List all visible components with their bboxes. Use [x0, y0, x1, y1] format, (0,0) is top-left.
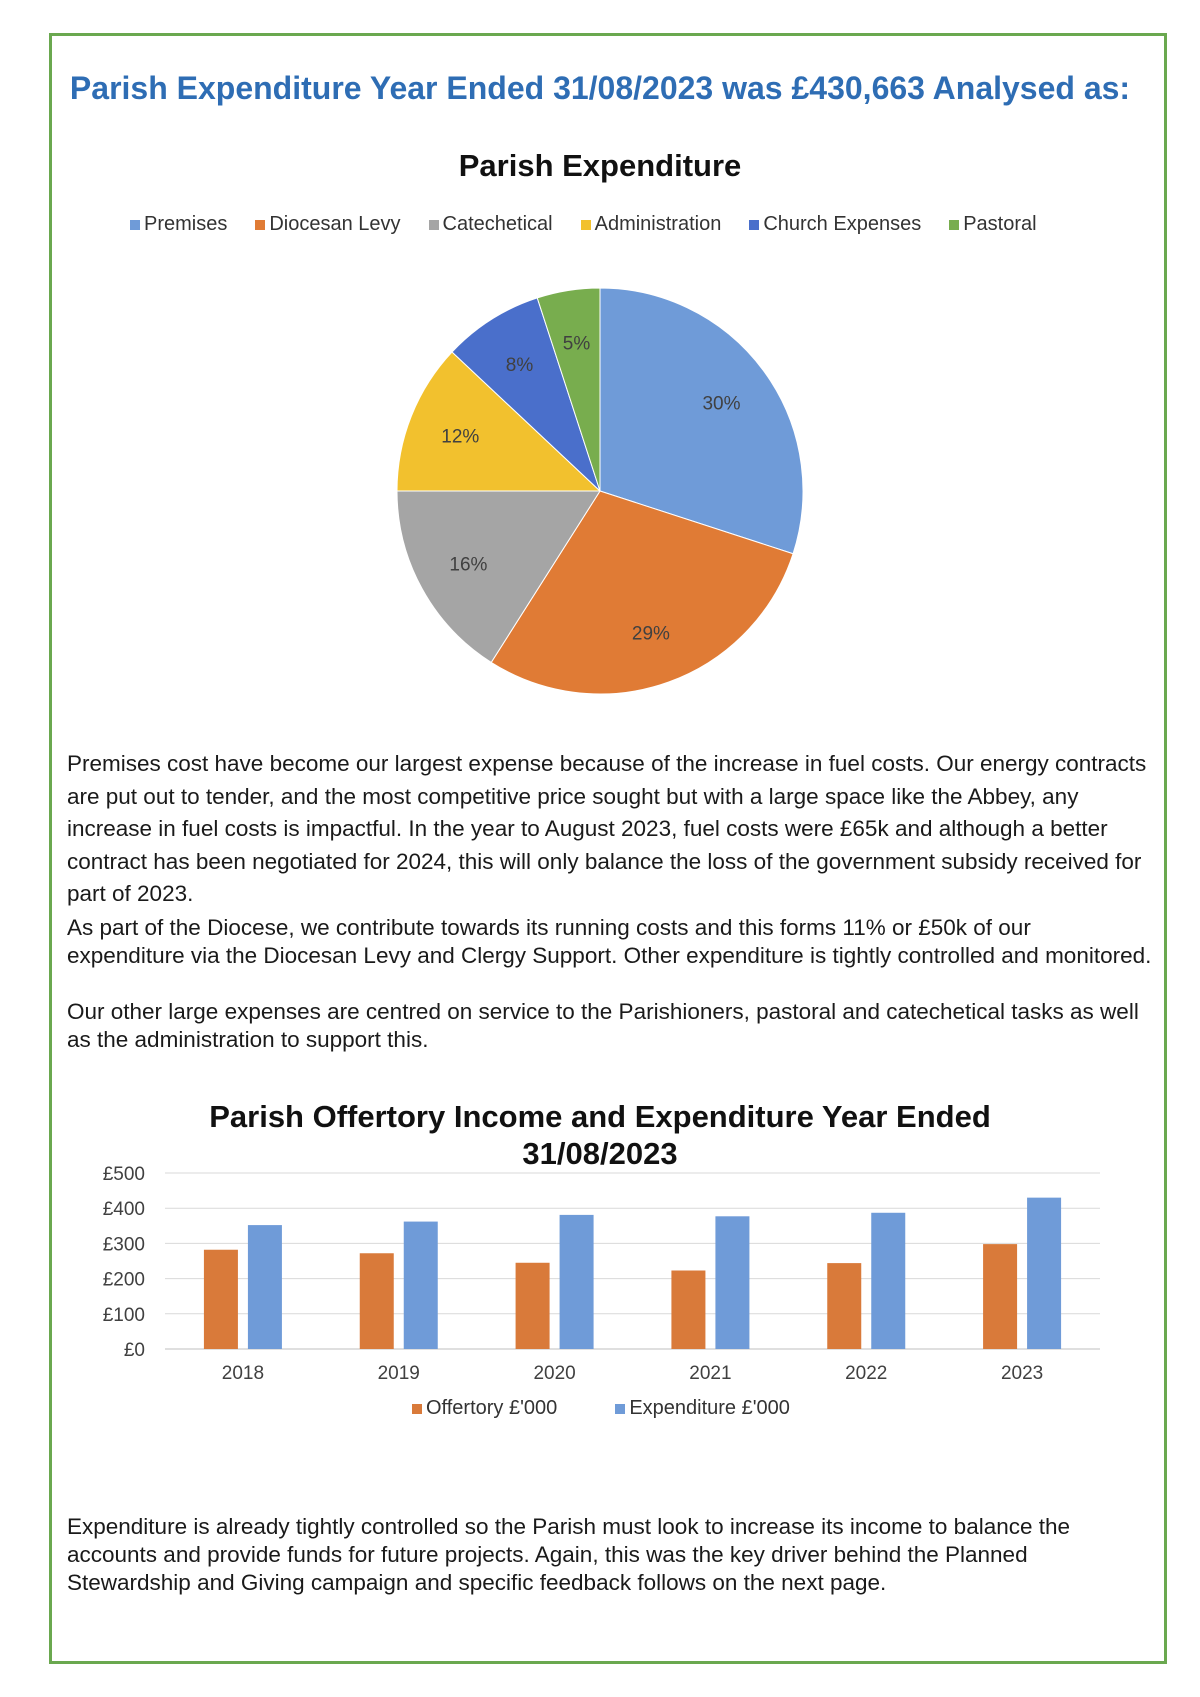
legend-label: Pastoral [963, 213, 1037, 235]
pie-data-label: 30% [702, 393, 741, 415]
legend-label: Expenditure £'000 [629, 1397, 790, 1419]
expenditure-bar [560, 1215, 594, 1349]
legend-swatch [429, 220, 439, 230]
premises-paragraph: Premises cost have become our largest expense because of the increase in fuel costs. Our energy contracts are put out to tender, and the most competitive price sought but with a large space like the Abbey, any increase in fuel costs is impactful. In the year to August 2023, fuel costs were £65k and although a better contract has been negotiated for 2024, this will only balance the loss of the government subsidy received for part of 2023. [67, 751, 1147, 906]
legend-swatch [130, 220, 140, 230]
expenditure-bar [1027, 1198, 1061, 1349]
bar-legend [412, 1397, 818, 1420]
expenditure-bar [871, 1213, 905, 1349]
pie-legend [130, 213, 1065, 236]
bar-legend-item [615, 1397, 790, 1420]
pie-legend-item [749, 213, 921, 236]
pie-legend-item [255, 213, 400, 236]
pie-data-label: 16% [449, 554, 488, 576]
legend-swatch [615, 1404, 625, 1414]
y-tick-label: £200 [102, 1269, 145, 1291]
bar-legend-item [412, 1397, 557, 1420]
pie-chart [0, 260, 1200, 720]
bar-chart [0, 1150, 1200, 1420]
bar-chart-title-line: 31/08/2023 [522, 1136, 678, 1171]
y-tick-label: £500 [102, 1164, 145, 1185]
x-tick-label: 2020 [533, 1363, 576, 1384]
pie-chart-title: Parish Expenditure [458, 148, 742, 183]
legend-label: Diocesan Levy [269, 213, 401, 235]
offertory-bar [671, 1271, 705, 1349]
offertory-bar [204, 1250, 238, 1349]
pie-legend-item [949, 213, 1036, 236]
x-tick-label: 2018 [221, 1363, 265, 1384]
legend-swatch [255, 220, 265, 230]
y-tick-label: £100 [102, 1304, 145, 1326]
x-tick-label: 2021 [689, 1363, 732, 1384]
pie-data-label: 8% [505, 355, 534, 377]
y-tick-label: £0 [123, 1340, 145, 1361]
y-tick-label: £300 [102, 1234, 145, 1256]
legend-label: Church Expenses [763, 213, 922, 235]
x-tick-label: 2022 [845, 1363, 888, 1384]
legend-swatch [581, 220, 591, 230]
page-heading: Parish Expenditure Year Ended 31/08/2023 was £430,663 Analysed as: [69, 70, 1131, 106]
offertory-bar [983, 1244, 1017, 1349]
legend-swatch [749, 220, 759, 230]
pie-data-label: 5% [562, 333, 591, 355]
pie-data-label: 12% [441, 426, 480, 448]
diocese-paragraph: As part of the Diocese, we contribute towards its running costs and this forms 11% or £50k of our expenditure via the Diocesan Levy and Clergy Support. Other expenditure is tightly controlled and monitored. [67, 915, 1152, 968]
x-tick-label: 2023 [1000, 1363, 1044, 1384]
expenditure-bar [715, 1216, 749, 1349]
legend-label: Offertory £'000 [426, 1397, 558, 1419]
pie-legend-item [429, 213, 553, 236]
legend-swatch [949, 220, 959, 230]
x-tick-label: 2019 [377, 1363, 420, 1384]
offertory-bar [360, 1253, 394, 1349]
pie-legend-item [130, 213, 227, 236]
expenditure-bar [248, 1225, 282, 1349]
pie-data-label: 29% [631, 623, 670, 645]
closing-paragraph: Expenditure is already tightly controlled so the Parish must look to increase its income to balance the accounts and provide funds for future projects. Again, this was the key driver behind the Planned Stewardship and Giving campaign and specific feedback follows on the next page. [67, 1514, 1071, 1595]
legend-label: Premises [144, 213, 228, 235]
legend-label: Administration [594, 213, 722, 235]
pie-legend-item [581, 213, 722, 236]
y-tick-label: £400 [102, 1199, 145, 1221]
offertory-bar [516, 1263, 550, 1349]
offertory-bar [827, 1263, 861, 1349]
expenditure-bar [404, 1222, 438, 1349]
legend-swatch [412, 1404, 422, 1414]
bar-chart-title-line: Parish Offertory Income and Expenditure Year Ended [209, 1099, 991, 1134]
other-expenses-paragraph: Our other large expenses are centred on service to the Parishioners, pastoral and catechetical tasks as well as the administration to support this. [67, 999, 1139, 1052]
legend-label: Catechetical [442, 213, 553, 235]
